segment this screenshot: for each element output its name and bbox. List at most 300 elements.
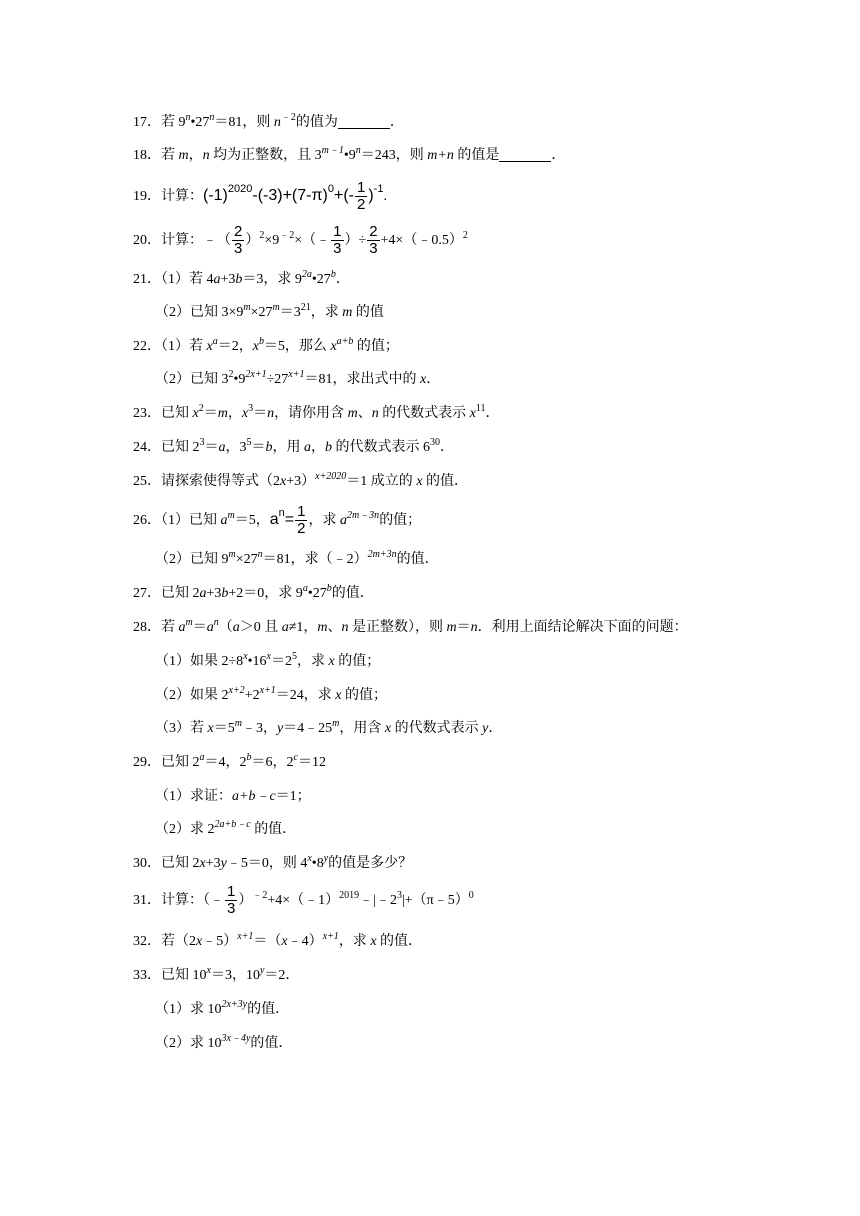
- variable: a: [213, 272, 221, 287]
- text: ）÷: [344, 233, 367, 248]
- variable: a: [281, 620, 289, 635]
- exponent: m: [227, 510, 235, 521]
- variable: x: [370, 934, 377, 949]
- text: •27: [190, 115, 210, 130]
- problem-28-part-2: [155, 686, 387, 706]
- exponent: 2m﹣3n: [346, 510, 380, 521]
- text: 的值是: [453, 148, 500, 163]
- problem-22: [133, 337, 399, 357]
- variable: y: [220, 856, 227, 871]
- text: ＝1；: [275, 789, 311, 804]
- problem-number: 31．: [133, 893, 161, 908]
- variable: x: [196, 934, 203, 949]
- exponent: 11: [475, 403, 486, 414]
- variable: x: [335, 688, 342, 703]
- exponent: 2m+3n: [367, 549, 397, 560]
- problem-number: 24．: [133, 440, 161, 455]
- problem-number: 20．: [133, 233, 161, 248]
- problem-32: [133, 932, 422, 952]
- text: （1）如果 2÷8: [155, 654, 244, 669]
- text: 已知 2: [161, 856, 200, 871]
- problem-33-part-1: [155, 1000, 289, 1020]
- text: ×27: [235, 552, 258, 567]
- text: •9: [233, 372, 246, 387]
- text: ＝243，则: [360, 148, 428, 163]
- text: 的值为: [295, 115, 338, 130]
- text: +4×（﹣0.5）: [380, 233, 463, 248]
- exponent: b: [326, 583, 332, 594]
- problem-28: [133, 618, 688, 638]
- text: 的值．: [331, 586, 374, 601]
- text: ，: [227, 406, 242, 421]
- text: 的值．: [396, 552, 439, 567]
- exponent: b: [246, 752, 252, 763]
- problem-number: 27．: [133, 586, 161, 601]
- exponent: x+2020: [315, 471, 347, 482]
- text: +3）: [286, 474, 316, 489]
- text: |+（π﹣5）: [401, 893, 469, 908]
- text: （1）若: [161, 339, 207, 354]
- variable: a: [220, 513, 228, 528]
- exponent: 2x+3y: [221, 999, 248, 1010]
- problem-21: [133, 270, 350, 290]
- exponent: 2a+b﹣c: [214, 819, 251, 830]
- exponent: b: [330, 269, 336, 280]
- text: ＝5，: [234, 513, 270, 528]
- exponent: 2: [462, 230, 468, 241]
- text: •27: [307, 586, 327, 601]
- numerator: 2: [369, 223, 378, 241]
- variable: m: [178, 148, 189, 163]
- exponent: 2: [198, 403, 204, 414]
- text: ，3: [225, 440, 247, 455]
- text: ﹣3，: [241, 721, 277, 736]
- text: 的值．: [422, 474, 469, 489]
- fraction: [232, 225, 244, 256]
- problem-29: [133, 753, 326, 773]
- problem-20: [133, 224, 468, 258]
- text: 的代数式表示 6: [332, 440, 430, 455]
- text: ﹣5＝0，则 4: [226, 856, 308, 871]
- problem-26-part-2: [155, 550, 439, 570]
- text: ＝3，10: [210, 968, 260, 983]
- text: ×27: [250, 305, 273, 320]
- variable: b: [235, 272, 243, 287]
- text: （2）求 2: [155, 822, 215, 837]
- exponent: 30: [430, 437, 440, 448]
- variable: x: [416, 474, 423, 489]
- fraction: [295, 505, 307, 536]
- text: ＝（: [253, 934, 282, 949]
- variable: x: [280, 474, 287, 489]
- variable: m+n: [427, 148, 454, 163]
- text: •16: [247, 654, 267, 669]
- text: ＝6，2: [251, 755, 294, 770]
- answer-blank[interactable]: [499, 147, 551, 162]
- text: ．: [426, 372, 441, 387]
- text: 的值．: [250, 1036, 293, 1051]
- problem-28-part-3: [155, 719, 502, 739]
- problem-29-part-1: [155, 787, 311, 807]
- text: ＝1 成立的: [346, 474, 417, 489]
- exponent: y: [323, 853, 329, 864]
- text: ＝2，: [217, 339, 253, 354]
- text: ，: [188, 148, 203, 163]
- problem-28-part-1: [155, 652, 380, 672]
- exponent: n: [257, 549, 263, 560]
- text: （1）求证：: [155, 789, 232, 804]
- exponent: 2: [228, 369, 234, 380]
- numerator: 1: [297, 503, 306, 521]
- variable: a: [339, 513, 347, 528]
- problem-22-part-2: [155, 370, 440, 390]
- text: ，求: [338, 934, 371, 949]
- text: 的值；: [379, 513, 422, 528]
- text: 、: [357, 406, 372, 421]
- text: ，求: [297, 654, 329, 669]
- exponent: x: [243, 651, 248, 662]
- problem-number: 30．: [133, 856, 161, 871]
- numerator: 2: [234, 223, 243, 241]
- variable: x: [207, 721, 214, 736]
- text: 若 9: [161, 115, 186, 130]
- text: 已知 2: [161, 586, 200, 601]
- exponent: 2020: [227, 183, 253, 195]
- variable: x: [328, 654, 335, 669]
- text: ＝: [251, 440, 266, 455]
- exponent: 2019: [339, 890, 360, 901]
- text: （1）若 4: [161, 272, 214, 287]
- text: ）: [238, 893, 253, 908]
- exponent: a: [212, 336, 218, 347]
- text: 是正整数），则: [348, 620, 447, 635]
- variable: x: [252, 339, 259, 354]
- problem-number: 25．: [133, 474, 161, 489]
- exponent: 5: [292, 651, 297, 662]
- exponent: x: [206, 965, 211, 976]
- text: 的代数式表示: [391, 721, 483, 736]
- text: ×（﹣: [294, 233, 331, 248]
- variable: a: [218, 440, 226, 455]
- text: 的值．: [376, 934, 423, 949]
- exponent: m: [243, 302, 251, 313]
- text: ．: [440, 440, 454, 455]
- exponent: c: [293, 752, 298, 763]
- variable: y: [482, 721, 489, 736]
- exponent: ﹣2: [279, 230, 295, 241]
- text: ＝5: [213, 721, 235, 736]
- exponent: y: [259, 965, 265, 976]
- text: 已知 10: [161, 968, 207, 983]
- text: •27: [311, 272, 331, 287]
- exponent: 2: [259, 230, 265, 241]
- exponent: n: [213, 617, 219, 628]
- problem-33-part-2: [155, 1034, 292, 1054]
- exponent: x+1: [288, 369, 305, 380]
- text: ＝12: [297, 755, 326, 770]
- exponent: x+2: [228, 685, 245, 696]
- exponent: 0: [468, 890, 474, 901]
- variable: m: [342, 305, 353, 320]
- problem-19: [133, 179, 387, 214]
- text: （2）如果 2: [155, 688, 229, 703]
- variable: b: [221, 586, 229, 601]
- text: ．: [485, 406, 500, 421]
- text: ＞0 且: [239, 620, 282, 635]
- problem-30: [133, 854, 412, 874]
- variable: m: [217, 406, 228, 421]
- denominator: 2: [356, 196, 366, 214]
- variable: a: [199, 586, 207, 601]
- variable: x: [330, 339, 337, 354]
- problem-21-part-2: [155, 303, 384, 323]
- text: 的值是多少？: [328, 856, 413, 871]
- variable: b: [265, 440, 273, 455]
- exponent: 21: [300, 302, 311, 313]
- formula: +(-: [333, 187, 354, 204]
- text: +3: [220, 272, 236, 287]
- numerator: 1: [227, 883, 236, 901]
- text: 已知 2: [161, 440, 200, 455]
- exponent: x: [307, 853, 312, 864]
- exponent: n: [209, 112, 215, 123]
- text: ＝: [253, 406, 268, 421]
- numerator: 1: [356, 179, 366, 197]
- exponent: m: [185, 617, 193, 628]
- problem-number: 23．: [133, 406, 161, 421]
- problem-number: 32．: [133, 934, 161, 949]
- text: ＝: [192, 620, 207, 635]
- text: +2: [244, 688, 260, 703]
- text: 计算：: [161, 189, 203, 204]
- text: （1）已知: [161, 513, 221, 528]
- text: ＝4，2: [204, 755, 247, 770]
- text: ＝5，那么: [263, 339, 331, 354]
- text: .: [383, 189, 387, 204]
- problem-number: 22．: [133, 339, 161, 354]
- exponent: 0: [327, 183, 334, 195]
- variable: m: [446, 620, 457, 635]
- exponent: m﹣1: [321, 145, 344, 156]
- text: 均为正整数，且 3: [209, 148, 322, 163]
- text: ×9: [264, 233, 280, 248]
- variable: a: [178, 620, 186, 635]
- exponent: 3x﹣4y: [221, 1033, 251, 1044]
- text: ＝2: [271, 654, 292, 669]
- exponent: n: [185, 112, 191, 123]
- problem-number: 19．: [133, 189, 161, 204]
- problem-number: 28．: [133, 620, 161, 635]
- text: （: [218, 620, 233, 635]
- fraction: [331, 225, 343, 256]
- text: +3: [206, 586, 222, 601]
- text: ＝: [456, 620, 471, 635]
- exponent: 3: [199, 437, 205, 448]
- text: 已知: [161, 406, 193, 421]
- text: ．: [335, 272, 350, 287]
- exponent: a: [199, 752, 205, 763]
- variable: n: [267, 406, 275, 421]
- variable: x: [199, 856, 206, 871]
- text: 计算：（﹣: [161, 893, 224, 908]
- exponent: b: [258, 336, 264, 347]
- text: （2）已知 3: [155, 372, 229, 387]
- text: 若: [161, 148, 179, 163]
- text: ＝: [204, 440, 219, 455]
- variable: m: [347, 406, 358, 421]
- variable: x: [469, 406, 476, 421]
- formula: ): [368, 187, 374, 204]
- problem-24: [133, 438, 454, 458]
- variable: a: [232, 620, 240, 635]
- problem-27: [133, 584, 374, 604]
- exponent: m: [228, 549, 236, 560]
- variable: x: [419, 372, 427, 387]
- formula: a: [269, 511, 279, 528]
- text: •9: [343, 148, 356, 163]
- fraction: [367, 225, 379, 256]
- text: （2）已知 3×9: [155, 305, 244, 320]
- text: ＝4﹣25: [283, 721, 333, 736]
- variable: n: [371, 406, 379, 421]
- text: +3: [205, 856, 221, 871]
- text: 的值；: [341, 688, 387, 703]
- formula: -(-3)+(7-π): [252, 187, 328, 204]
- exponent: 3: [396, 890, 402, 901]
- text: 的值；: [353, 339, 399, 354]
- text: 计算：﹣（: [161, 233, 231, 248]
- exponent: 2x+1: [245, 369, 267, 380]
- text: ，用: [272, 440, 304, 455]
- exponent: -1: [373, 183, 384, 195]
- text: ≠1，: [288, 620, 318, 635]
- exponent: m: [272, 302, 280, 313]
- text: ．: [551, 148, 566, 163]
- problem-23: [133, 404, 500, 424]
- text: ．: [389, 115, 404, 130]
- problem-number: 21．: [133, 272, 161, 287]
- text: ，用含: [339, 721, 385, 736]
- exponent: 2a: [301, 269, 312, 280]
- text: 请探索使得等式（2: [161, 474, 280, 489]
- text: ＝2．: [264, 968, 300, 983]
- text: ．: [488, 721, 503, 736]
- text: （2）已知 9: [155, 552, 229, 567]
- denominator: 3: [333, 240, 342, 258]
- text: ＝81，则: [214, 115, 274, 130]
- text: （2）求 10: [155, 1036, 222, 1051]
- variable: x: [241, 406, 249, 421]
- text: 的值．: [247, 1002, 290, 1017]
- problem-number: 26．: [133, 513, 161, 528]
- fraction: [355, 181, 367, 212]
- text: ＝3: [279, 305, 301, 320]
- problem-number: 29．: [133, 755, 161, 770]
- variable: y: [276, 721, 284, 736]
- problem-number: 18．: [133, 148, 161, 163]
- exponent: x+1: [322, 931, 339, 942]
- text: ，求: [310, 305, 343, 320]
- text: +2＝0，求 9: [228, 586, 303, 601]
- text: 的代数式表示: [378, 406, 470, 421]
- problem-18: [133, 146, 565, 166]
- text: ﹣|﹣2: [359, 893, 397, 908]
- variable: x: [206, 339, 213, 354]
- variable: x: [192, 406, 199, 421]
- exponent: a: [302, 583, 308, 594]
- exponent: 5: [246, 437, 252, 448]
- variable: a+b﹣c: [232, 789, 276, 804]
- text: ＝24，求: [275, 688, 336, 703]
- text: +4×（﹣1）: [267, 893, 340, 908]
- text: ．利用上面结论解决下面的问题：: [477, 620, 688, 635]
- variable: n: [470, 620, 478, 635]
- text: 的值．: [250, 822, 297, 837]
- formula: =: [284, 511, 295, 528]
- text: ，求: [308, 513, 340, 528]
- problem-31: [133, 883, 474, 919]
- problem-17: [133, 113, 404, 133]
- variable: b: [325, 440, 332, 455]
- text: ＝: [203, 406, 218, 421]
- exponent: 3: [248, 403, 254, 414]
- text: ＝81，求出式中的: [304, 372, 420, 387]
- text: 的值；: [334, 654, 381, 669]
- problem-25: [133, 472, 468, 492]
- text: ，: [311, 440, 325, 455]
- exponent: ﹣2: [280, 112, 296, 123]
- variable: m: [317, 620, 328, 635]
- problem-33: [133, 966, 299, 986]
- denominator: 2: [297, 520, 306, 538]
- exponent: n: [355, 145, 361, 156]
- fraction: [225, 885, 237, 916]
- problem-number: 17．: [133, 115, 161, 130]
- variable: n: [341, 620, 349, 635]
- text: ÷27: [266, 372, 289, 387]
- numerator: 1: [333, 223, 342, 241]
- problem-29-part-2: [155, 820, 296, 840]
- text: 已知 2: [161, 755, 200, 770]
- variable: a: [206, 620, 214, 635]
- text: （1）求 10: [155, 1002, 222, 1017]
- problem-26: [133, 503, 421, 537]
- denominator: 3: [234, 240, 243, 258]
- problem-number: 33．: [133, 968, 161, 983]
- text: •8: [311, 856, 324, 871]
- text: 若: [161, 620, 179, 635]
- text: ﹣4）: [287, 934, 323, 949]
- variable: x: [384, 721, 392, 736]
- exponent: x+1: [237, 931, 254, 942]
- text: 的值: [352, 305, 384, 320]
- text: 、: [327, 620, 342, 635]
- exponent: x: [266, 651, 271, 662]
- text: ）: [245, 233, 260, 248]
- variable: n: [273, 115, 281, 130]
- variable: n: [202, 148, 210, 163]
- exponent: ﹣2: [252, 890, 268, 901]
- text: ＝3，求 9: [242, 272, 302, 287]
- variable: x: [281, 934, 288, 949]
- text: ＝81，求（﹣2）: [262, 552, 368, 567]
- denominator: 3: [227, 900, 236, 918]
- exponent: a+b: [336, 336, 354, 347]
- answer-blank[interactable]: [338, 114, 390, 129]
- text: ，请你用含: [274, 406, 348, 421]
- variable: a: [304, 440, 311, 455]
- exponent: x+1: [259, 685, 276, 696]
